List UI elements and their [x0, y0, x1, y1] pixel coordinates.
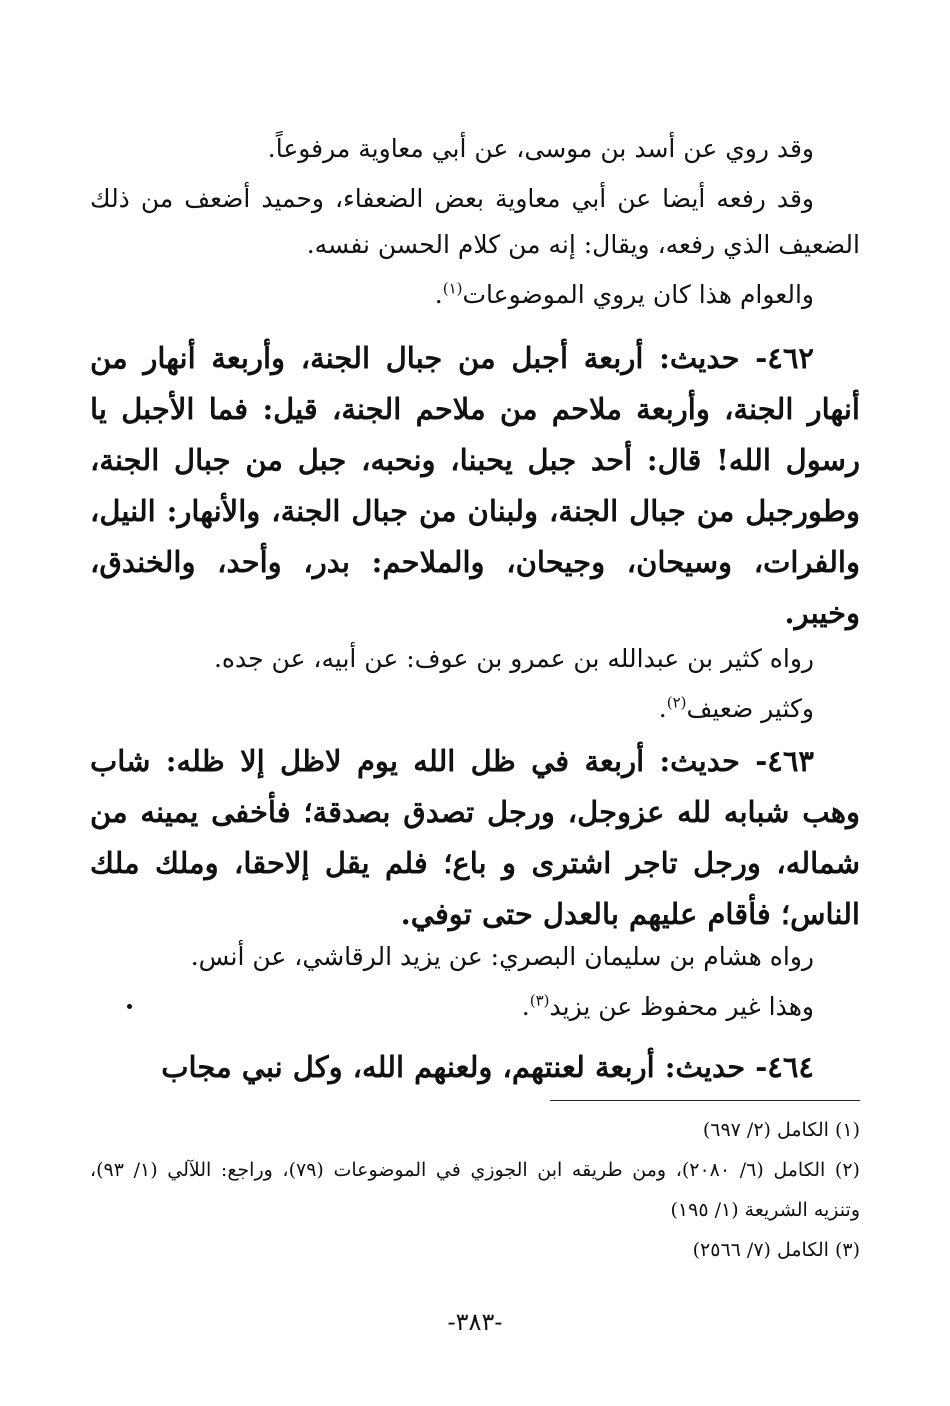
paragraph-7-text: وهذا غير محفوظ عن يزيد	[549, 992, 814, 1021]
paragraph-3-text: والعوام هذا كان يروي الموضوعات	[462, 280, 814, 309]
paragraph-5	[90, 686, 860, 732]
commentary-462	[90, 636, 860, 732]
paragraph-3-end: .	[434, 280, 443, 309]
paragraph-5-text: وكثير ضعيف	[686, 694, 814, 723]
footnote-ref-1: (١)	[442, 279, 463, 298]
footnote-divider	[550, 1100, 860, 1101]
hadith-462-block	[90, 333, 860, 639]
hadith-463-block	[90, 736, 860, 940]
hadith-464-block	[90, 1042, 860, 1093]
stray-mark	[127, 1004, 132, 1009]
footnote-1: (١) الكامل (٢/ ٦٩٧)	[702, 1119, 860, 1141]
footnote-ref-2: (٢)	[666, 693, 687, 712]
footnote-ref-3: (٣)	[529, 991, 550, 1010]
paragraph-1: وقد روي عن أسد بن موسى، عن أبي معاوية مرفوعاً.	[267, 134, 814, 163]
paragraph-2: وقد رفعه أيضا عن أبي معاوية بعض الضعفاء، وحميد أضعف من ذلك الضعيف الذي رفعه، ويقال: إنه من كلام الحسن نفسه.	[90, 184, 860, 259]
paragraph-7	[90, 984, 860, 1030]
footnotes	[90, 1110, 860, 1270]
body-text-top	[90, 126, 860, 318]
paragraph-3	[90, 272, 860, 318]
page-number: -٣٨٣-	[447, 1308, 503, 1336]
paragraph-7-end: .	[521, 992, 530, 1021]
paragraph-6: رواه هشام بن سليمان البصري: عن يزيد الرقاشي، عن أنس.	[190, 942, 814, 971]
hadith-464: ٤٦٤- حديث: أربعة لعنتهم، ولعنهم الله، وكل نبي مجاب	[161, 1050, 814, 1084]
paragraph-4: رواه كثير بن عبدالله بن عمرو بن عوف: عن أبيه، عن جده.	[213, 644, 814, 673]
hadith-462: ٤٦٢- حديث: أربعة أجبل من جبال الجنة، وأربعة أنهار من أنهار الجنة، وأربعة ملاحم من ملاحم الجنة، قيل: فما الأجبل يا رسول الله! قال: أحد جبل يحبنا، ونحبه، جبل من جبال الجنة، وطورجبل من جبال الجنة، ولبنان من جبال الجنة، والأنهار: النيل، والفرات، وسيحان، وجيحان، والملاحم: بدر، وأحد، والخندق، وخيبر.	[90, 341, 860, 630]
paragraph-5-end: .	[658, 694, 667, 723]
commentary-463	[90, 934, 860, 1030]
hadith-463: ٤٦٣- حديث: أربعة في ظل الله يوم لاظل إلا ظله: شاب وهب شبابه لله عزوجل، ورجل تصدق بصدقة؛ فأخفى يمينه من شماله، ورجل تاجر اشترى و باع؛ فلم يقل إلاحقا، وملك ملك الناس؛ فأقام عليهم بالعدل حتى توفي.	[90, 744, 860, 931]
footnote-3: (٣) الكامل (٧/ ٢٥٦٦)	[692, 1239, 860, 1261]
footnote-2: (٢) الكامل (٦/ ٢٠٨٠)، ومن طريقه ابن الجوزي في الموضوعات (٧٩)، وراجع: اللآلي (١/ ٩٣)، وتنزيه الشريعة (١/ ١٩٥)	[90, 1159, 860, 1221]
